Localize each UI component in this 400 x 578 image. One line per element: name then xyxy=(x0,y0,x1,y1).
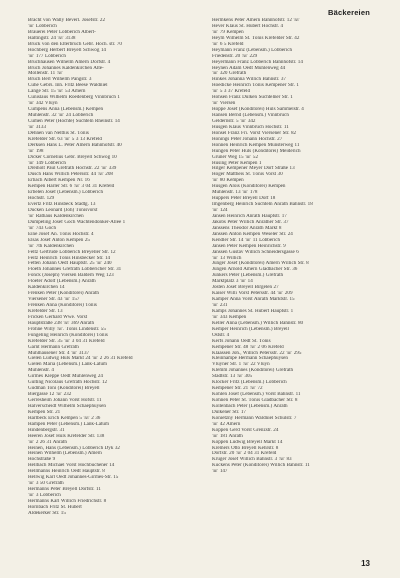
directory-entry: Dümpeling Josef Goch Wachtendonker-Allee 1 xyxy=(28,219,126,225)
directory-entry: Höhsen Franz Dülken Süchtelner Str. 1 xyxy=(212,95,293,101)
directory-entry: Dicker Cornelius Gebr. Breyell Schwog 10 xyxy=(28,154,117,160)
directory-entry: Heynen Adam Oedt Mühlenweg 44 xyxy=(212,65,286,71)
directory-entry: Erbelen Josef (Lebensm.) Lobberich xyxy=(28,190,103,196)
directory-entry: Dreiholt Paul Grefrath Hochstr. 22 ☏ 339 xyxy=(28,166,117,172)
directory-entry: Füngeling Heinrich (Konditorei) Tönis xyxy=(28,332,108,338)
directory-entry: ☏ 343 Kempen xyxy=(212,314,247,320)
directory-entry: Floeter Adolf (Lebensm.) Anrath xyxy=(28,279,96,285)
directory-entry: Feltz Gertrude Lobberich Breyeller Str. 12 xyxy=(28,249,116,255)
directory-entry: ☏ 2 26 31 Anrath xyxy=(28,439,67,445)
directory-entry: Höger Mattheis St. Tönis Vorst 30 xyxy=(212,172,283,178)
directory-entry: Vluyner Str. 1 ☏ 22 Vluyn xyxy=(212,362,270,368)
directory-entry: Frenken Peter (Konditorei) Anrath xyxy=(28,291,99,297)
directory-entry: ☏ 42 Amern xyxy=(212,421,241,427)
directory-entry: Hermkens Peter Amern Bahnhofstr. 12 ☏ xyxy=(212,18,300,23)
directory-entry: Kempener Str. 21 ☏ 72 xyxy=(212,386,263,392)
directory-entry: ☏ 342 Vluyn xyxy=(28,101,58,107)
directory-entry: Jungen Arnold Amern Gladbacher Str. 36 xyxy=(212,267,298,273)
directory-entry: Mühlhausener Str. 4 ☏ 3137 xyxy=(28,350,90,356)
directory-entry: ☏ 6 5 Krefeld xyxy=(212,41,244,47)
directory-entry: Kamps Johannes St. Hubert Hauptstr. 1 xyxy=(212,308,294,314)
directory-entry: Haltingstr. 24 ☏ 3138 xyxy=(28,35,76,41)
directory-entry: ☏ 3 50 Grefrath xyxy=(28,481,64,487)
directory-entry: Janssens Theodor Anrath Markt 8 xyxy=(212,225,282,231)
directory-entry: ☏ 3 Lobberich xyxy=(28,493,61,498)
directory-entry: ☏ 79 Kempen xyxy=(212,29,244,35)
directory-entry: Jünger Josef (Konditorei) Amern Willich Str. 8 xyxy=(212,261,309,267)
directory-entry: Friedenstr. 20 ☏ 229 xyxy=(212,53,258,59)
directory-entry: Hüsgen Alois (Konditorei) Kempen xyxy=(212,184,286,190)
directory-entry: Elsas Josef Anton Kempen 25 xyxy=(28,237,90,243)
directory-entry: Honnen Heinrich Kempen Münsterweg 11 xyxy=(212,142,300,148)
directory-entry: ☏ Viersen xyxy=(212,101,236,107)
directory-entry: Cunislaus Wilhelm Roedenberg Vinnbruch 1 xyxy=(28,95,120,101)
directory-entry: Jakobs Peter Willich Anrather Str. 37 xyxy=(212,219,289,225)
directory-entry: ☏ Lobberich xyxy=(28,23,57,29)
entry-columns xyxy=(28,18,382,517)
directory-entry: Gudman Toni (Konditorei) Breyell xyxy=(28,386,100,392)
directory-entry: Honings Peter Johann Hochstr. 27 xyxy=(212,136,283,142)
directory-entry: Heinen, Hans (Lebensm.) Lobberich Dyk 32 xyxy=(28,445,120,451)
directory-entry: Halverscheidt Wilhelm Schaephuysen xyxy=(28,403,106,409)
directory-entry: Keller Anna (Lebensm.) Willich Bahnstr. 80 xyxy=(212,320,304,326)
directory-entry: Heymann Franz (Lebensm.) Lobberich xyxy=(212,47,293,53)
directory-entry: Hochberg Herbert Breyell Schwog 14 xyxy=(28,47,106,53)
directory-entry: Konietzny Hermann Waldniel Schulstr. 7 xyxy=(212,415,297,421)
directory-entry: Dülkener Str. 17 xyxy=(212,409,246,415)
directory-entry: Biergasse 12 ☏ 232 xyxy=(28,392,72,398)
directory-entry: ☏ 231 xyxy=(212,303,228,308)
directory-entry: Grüner Weg 15 ☏ 52 xyxy=(212,154,258,160)
directory-entry: ☏ Rathaus Kaldenkirchen xyxy=(28,213,84,219)
directory-entry: Hermanns Peter Breyell Dorfstr. 11 xyxy=(28,487,101,493)
directory-entry: Garnt Hermann Grefrath xyxy=(28,344,79,350)
directory-entry: Janssen Gustav Willich Schneidersgasse 6 xyxy=(212,249,299,255)
directory-entry: Hornbach Fritz St. Hubert xyxy=(28,504,82,510)
directory-entry: Hever Klaus St. Hubert Hochstr. 4 xyxy=(212,23,284,29)
directory-entry: Stadtstr. 13 ☏ 305 xyxy=(212,374,253,380)
directory-entry: Heeren Josef Hüls Krefelder Str. 138 xyxy=(28,433,105,439)
directory-entry: Girmes Kleppe Oedt Mühlenweg 24 xyxy=(28,374,103,380)
directory-entry: ☏ 147 xyxy=(212,469,228,475)
directory-entry: Kohnen Peter St. Tönis Gladbacher Str. 8 xyxy=(212,398,298,403)
directory-entry: Hilger Kempener Meyer Dorf Straße 13 xyxy=(212,166,295,172)
directory-entry: Aldekerker Str. 15 xyxy=(28,510,66,516)
directory-entry: Mühlenstr. 4 xyxy=(28,368,54,374)
directory-entry: Josten Josef Breyell Birgelen 27 xyxy=(212,285,279,291)
directory-entry: Hindenbergstr. 31 xyxy=(28,427,65,433)
directory-entry: Hüsgen Klaus Vinnbruch Hochstr. 11 xyxy=(212,124,289,130)
directory-entry: Jansen Peter Kempen Heinrichstr. 9 xyxy=(212,243,286,249)
directory-entry: Feitz Heinrich Tönis Hinsbecker Str. 14 xyxy=(28,255,111,261)
directory-entry: Kempen Harler Str. 6 ☏ 3 04 31 Krefeld xyxy=(28,184,115,190)
left-column xyxy=(28,18,198,517)
directory-entry: Imgenberg Heinrich Süchteln Anrath Bahnstr. 18 xyxy=(212,202,313,208)
directory-entry: Krefelder Str. 13 xyxy=(28,308,63,314)
directory-entry: Bracht von Wally Beverl. Josefstr. 22 xyxy=(28,18,106,23)
directory-entry: ☏ 13 Willich xyxy=(212,255,242,261)
directory-entry: Kohlen Josef (Lebensm.) Vorst Bahnstr. 11 xyxy=(212,392,301,398)
directory-entry: Hinkes Johanna Willich Bahnstr. 37 xyxy=(212,77,286,83)
directory-entry: Kollenbach Peter (Lebensm.) Anrath xyxy=(212,403,288,409)
directory-entry: Kerfs Johann Oedt St. Tönis xyxy=(212,338,271,344)
directory-entry: Jansen Heinrich Anrath Hauptstr. 17 xyxy=(212,213,287,219)
directory-entry: Dehnen van Nelthis St. Tönis xyxy=(28,130,89,136)
directory-entry: Kaldenkirchen 14 xyxy=(28,285,65,291)
directory-entry: ☏ 743 Goch xyxy=(28,225,56,231)
directory-entry: Honsel Franz Fri. Vorst Viersener Str. 82 xyxy=(212,130,297,136)
directory-entry: Hochstr. 129 xyxy=(28,196,55,202)
directory-entry: ☏ 181 Anrath xyxy=(212,433,243,439)
directory-entry: Kamper Anna Vorst Anrath Marktstr. 15 xyxy=(212,297,295,303)
directory-entry: Gerresheim Johann Vorst Hofstr. 11 xyxy=(28,398,102,403)
directory-entry: ☏ 149 Lobberich xyxy=(28,160,66,166)
directory-entry: Brauerei Peter Lobberich Albert- xyxy=(28,29,96,35)
directory-entry: Krefelder Str. 63 ☏ 5 3 13 Krefeld xyxy=(28,136,102,142)
directory-entry: Fonck (Joseph) Viersen Baldern Weg 123 xyxy=(28,273,114,279)
directory-entry: Janssen Anton Kempen Weseler Str. 24 xyxy=(212,231,293,237)
directory-entry: Hampen Peter (Lebensm.) Lank-Latum xyxy=(28,421,109,427)
directory-entry: Junkers Peter (Lebensm.) Grefrath xyxy=(212,273,284,279)
directory-entry: Hansen Bernd (Lebensm.) Vinnbruch xyxy=(212,113,289,118)
directory-entry: Hellbach Michael Vorst Hochbuchener 14 xyxy=(28,463,115,469)
directory-entry: Frenken Anna (Konditorei) Tönis xyxy=(28,303,97,308)
directory-entry: Kempen Str. 21 xyxy=(28,409,61,415)
directory-entry: Geldernstr. 5 ☏ 342 xyxy=(212,118,256,124)
directory-entry: Evertz Fritz Hinsbeck Stadtg. 13 xyxy=(28,202,96,208)
directory-entry: Derksen Hans L. Peter Amern Bahnhofstr. 40 xyxy=(28,142,122,148)
directory-entry: Hoppe Josef (Konditorei) Hüls Sammelstr. 4 xyxy=(212,107,304,113)
right-column xyxy=(212,18,382,517)
section-title: Bäckereien xyxy=(327,8,370,17)
directory-entry: Viersener Str. 43 ☏ 157 xyxy=(28,297,80,303)
directory-entry: Köppen Gerd Vorst Grenzstr. 24 xyxy=(212,427,279,433)
directory-entry: Fetten Johann Oedt Hauptstr. 25 ☏ 240 xyxy=(28,261,112,267)
page-number: 13 xyxy=(361,559,370,568)
directory-entry: Heyermann Franz Lobberich Bahnhofstr. 14 xyxy=(212,59,303,65)
directory-entry: ☏ 177 Lobberich xyxy=(28,53,66,59)
directory-entry: Erbach Albert Kempen Nr. 16 xyxy=(28,178,90,184)
directory-entry: Klöcker Fritz (Lebensm.) Lobberich xyxy=(212,380,287,386)
directory-entry: Hauptstraße 238 ☏ 369 Anrath xyxy=(28,320,95,326)
directory-entry: ☏ 124 xyxy=(212,208,228,213)
directory-entry: Hoedicke Heinrich Tönis Kempener Str. 1 xyxy=(212,83,299,89)
directory-entry: Bruch Berl Wilhelm Pangstr. 3 xyxy=(28,77,92,83)
directory-entry: Kückens Peter (Konditorei) Willich Bahnstr. 11 xyxy=(212,463,310,469)
directory-entry: Krefelder Str. 35 ☏ 3 04 31 Krefeld xyxy=(28,338,105,344)
directory-entry: Bruchhausen Wilhelm Amern Dorfstr. 4 xyxy=(28,59,111,65)
directory-entry: Klemm Johannes (Konditorei) Grefrath xyxy=(212,368,294,374)
directory-entry: Cumen Peter (Höchte) Süchteln Rheinstr. 14 xyxy=(28,118,120,124)
directory-entry: Köppen Ludwig Breyell Markt 14 xyxy=(212,439,283,445)
directory-entry: Hellwig Karl Oedt Johannes-Girmes-Str. 15 xyxy=(28,475,119,481)
directory-entry: ☏ 80 Kempen xyxy=(212,178,244,184)
directory-entry: Frohne Willy ☏. Tönis Lindenstr. 55 xyxy=(28,326,106,332)
directory-entry: Krüger Josef Willich Bahnstr. 3 ☏ 83 xyxy=(212,457,292,463)
directory-entry: ☏ 7th Kaldenkirchen xyxy=(28,243,74,249)
directory-entry: Kempener Str. 48 ☏ 2 06 Krefeld xyxy=(212,344,284,350)
directory-entry: Eine Josef An. Tönis Hochstr. 4 xyxy=(28,231,94,237)
directory-entry: Gülting Nicolaus Grefrath Hochstr. 12 xyxy=(28,380,108,386)
directory-entry: Cumpens Anna (Lebensm.) Kempen xyxy=(28,107,104,113)
directory-entry: Marktplatz 3 ☏ 14 xyxy=(212,279,253,285)
directory-entry: Kaiser Willi Vorst Petersstr. 44 ☏ 209 xyxy=(212,291,293,297)
directory-entry: Kleinhampe Hermann Schaephuysen xyxy=(212,356,288,362)
directory-entry: Hellmanns Heinrich Oedt Hauptstr. 8 xyxy=(28,469,105,475)
directory-entry: Oststr. 4 xyxy=(212,332,230,338)
directory-entry: Kremers Otto Breyell Kehrstr. 8 xyxy=(212,445,279,451)
directory-entry: Düsch Hans Willich Petersstr. 44 ☏ 208 xyxy=(28,172,113,178)
directory-entry: Hüngen Peter Hüls (Konditorei) Meiderich xyxy=(212,148,301,154)
directory-entry: Klaassen Joh., Willich Petersstr. 22 ☏ 295 xyxy=(212,350,302,356)
directory-entry: Mühlenstr. 13 ☏ 178 xyxy=(212,190,258,196)
directory-entry: ☏ 5 3 37 Krefeld xyxy=(212,89,251,95)
directory-entry: Dücken Leonard (Joh) Tönisvorst xyxy=(28,208,98,213)
directory-entry: Mühlenstr. 32 ☏ 24 Lobberich xyxy=(28,113,94,118)
directory-entry: Lange Str. 15 ☏ 53 Amern xyxy=(28,89,86,95)
directory-entry: Hochstraße 9 xyxy=(28,457,56,463)
directory-entry: Hüppers Peter Breyell Dorf 18 xyxy=(212,196,276,202)
directory-entry: ☏ 320 Grefrath xyxy=(212,71,247,77)
directory-entry: Floeth Johannes Grefrath Lobbericher Str. 31 xyxy=(28,267,122,273)
directory-entry: Harlbeck Erich Kempen 5 ☏ 2 36 xyxy=(28,415,101,421)
directory-entry: Hüsing Peter Kempen 1 xyxy=(212,160,262,166)
directory-entry: Mollenstr. 11 ☏ xyxy=(28,71,64,77)
directory-entry: Cuhe Gebrs. Inh. Fritz Beese Waldniel xyxy=(28,83,108,89)
directory-entry: Heym Wilhelm St. Tönis Krefelder Str. 42 xyxy=(212,35,300,41)
directory-entry: Fricken Gerhard Wwe. Vorst xyxy=(28,314,88,320)
directory-entry: Gielen Ludwig Hüls Markt 24 ☏ 2 26 31 Krefeld xyxy=(28,356,133,362)
directory-entry: Bruch Johannes Kaldenkirchen Alte- xyxy=(28,65,104,71)
directory-entry: Hermanns Karl Willich Friedrichstr. 8 xyxy=(28,498,107,504)
directory-entry: Heinen Wilhelm (Lebensm.) Amern xyxy=(28,451,102,457)
directory-entry: Kemper Heinrich (Lebensm.) Breyell xyxy=(212,326,289,332)
directory-entry: Kendler Str. 14 ☏ 11 Lobberich xyxy=(212,237,281,243)
directory-entry: Gielen Maria (Lebensm.) Lank-Latum xyxy=(28,362,107,368)
directory-entry: ☏ 3133 xyxy=(28,124,47,130)
directory-entry: Dorfstr. 20 ☏ 2 04 31 Krefeld xyxy=(212,451,277,457)
directory-entry: ☏ 198 xyxy=(28,148,44,154)
directory-entry: Bruck von den Elterbruch Gebr. Hoch. str. 70 xyxy=(28,41,122,47)
